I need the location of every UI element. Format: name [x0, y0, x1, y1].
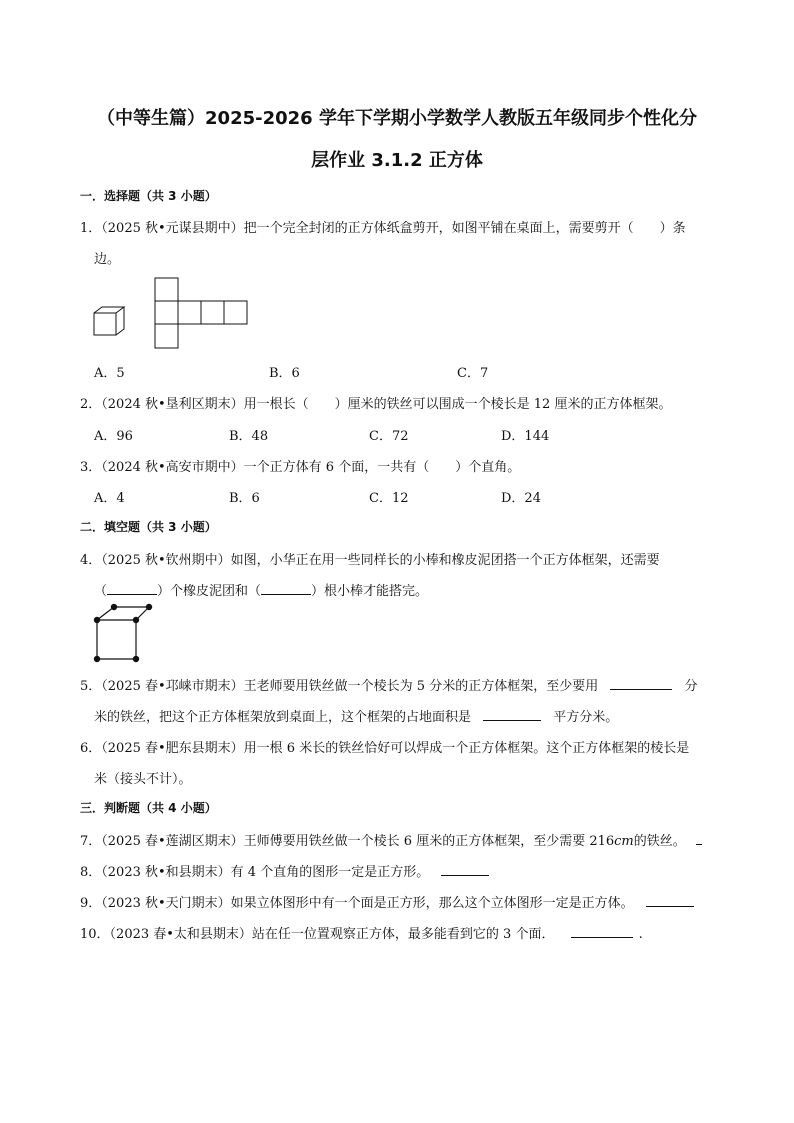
- question-7-main: 7．（2025 春•莲湖区期末）王师傅要用铁丝做一个棱长 6 厘米的正方体框架，至少需要 216: [80, 834, 615, 849]
- cube-frame-figure: [92, 602, 154, 664]
- question-7-end: 的铁丝。: [633, 834, 686, 849]
- question-1-text: 1．（2025 秋•元谋县期中）把一个完全封闭的正方体纸盒剪开，如图平铺在桌面上，需要剪开（ ）条: [80, 221, 686, 236]
- question-4-text: 4．（2025 秋•钦州期中）如图，小华正在用一些同样长的小棒和橡皮泥团搭一个正方体框架，还需要: [80, 553, 660, 568]
- cube-net-figure: [153, 276, 249, 352]
- section-heading-fill: 二．填空题（共 3 小题）: [80, 520, 217, 534]
- question-6-text-cont: 米（接头不计）。: [94, 772, 192, 787]
- question-7-blank[interactable]: [696, 832, 702, 845]
- question-10-main: 10．（2023 春•太和县期末）站在任一位置观察正方体，最多能看到它的 3 个面．: [80, 927, 555, 942]
- question-3-text: 3．（2024 秋•高安市期中）一个正方体有 6 个面，一共有（ ）个直角。: [80, 460, 521, 475]
- question-4-paren-open: （: [94, 584, 108, 599]
- question-2-option-b[interactable]: B．48: [229, 429, 269, 444]
- question-5-main: 5．（2025 春•邛崃市期末）王老师要用铁丝做一个棱长为 5 分米的正方体框架，至少要用: [80, 679, 599, 694]
- question-5-blank-1[interactable]: [610, 677, 672, 690]
- page-title-line-1: （中等生篇）2025-2026 学年下学期小学数学人教版五年级同步个性化分: [97, 108, 697, 129]
- question-1-option-b[interactable]: B．6: [269, 366, 300, 381]
- question-2-option-d[interactable]: D．144: [501, 429, 550, 444]
- question-1-text-cont: 边。: [94, 252, 121, 267]
- question-10-blank[interactable]: [571, 925, 633, 938]
- question-5-cont-main: 米的铁丝，把这个正方体框架放到桌面上，这个框架的占地面积是: [94, 710, 472, 725]
- question-3-option-c[interactable]: C．12: [369, 491, 409, 506]
- question-4-mid: ）个橡皮泥团和（: [157, 584, 262, 599]
- question-9-main: 9．（2023 秋•天门期末）如果立体图形中有一个面是正方形，那么这个立体图形一定是正方体。: [80, 896, 634, 911]
- question-1-option-c[interactable]: C．7: [457, 366, 489, 381]
- question-8-main: 8．（2023 秋•和县期末）有 4 个直角的图形一定是正方形。: [80, 865, 430, 880]
- question-4-end: ）根小棒才能搭完。: [311, 584, 429, 599]
- question-2-option-c[interactable]: C．72: [369, 429, 409, 444]
- question-8-blank[interactable]: [441, 863, 489, 876]
- page-title-line-2: 层作业 3.1.2 正方体: [311, 150, 483, 171]
- question-10-end: .: [638, 927, 643, 942]
- question-4-text-cont: [94, 580, 428, 599]
- question-5-unit: 分: [684, 679, 698, 694]
- question-10-text: [80, 923, 643, 942]
- question-9-blank[interactable]: [646, 894, 694, 907]
- question-1-option-a[interactable]: A．5: [94, 366, 125, 381]
- question-4-blank-2[interactable]: [261, 582, 311, 595]
- question-4-blank-1[interactable]: [107, 582, 157, 595]
- question-2-text: 2．（2024 秋•垦利区期末）用一根长（ ）厘米的铁丝可以围成一个棱长是 12 厘米的正方体框架。: [80, 397, 672, 412]
- question-7-text: [80, 830, 702, 849]
- question-3-option-b[interactable]: B．6: [229, 491, 260, 506]
- question-7-unit: cm: [614, 834, 634, 849]
- question-5-text-cont: [94, 706, 618, 725]
- question-2-option-a[interactable]: A．96: [94, 429, 133, 444]
- section-heading-judge: 三．判断题（共 4 小题）: [80, 801, 217, 815]
- question-8-text: [80, 861, 489, 880]
- question-5-text: [80, 675, 698, 694]
- question-6-text: 6．（2025 春•肥东县期末）用一根 6 米长的铁丝恰好可以焊成一个正方体框架。这个正方体框架的棱长是: [80, 741, 690, 756]
- question-3-option-a[interactable]: A．4: [94, 491, 125, 506]
- section-heading-choice: 一．选择题（共 3 小题）: [80, 189, 217, 203]
- question-5-cont-unit: 平方分米。: [553, 710, 619, 725]
- question-3-option-d[interactable]: D．24: [501, 491, 541, 506]
- cube-icon: [93, 306, 127, 338]
- question-5-blank-2[interactable]: [483, 708, 541, 721]
- question-9-text: [80, 892, 694, 911]
